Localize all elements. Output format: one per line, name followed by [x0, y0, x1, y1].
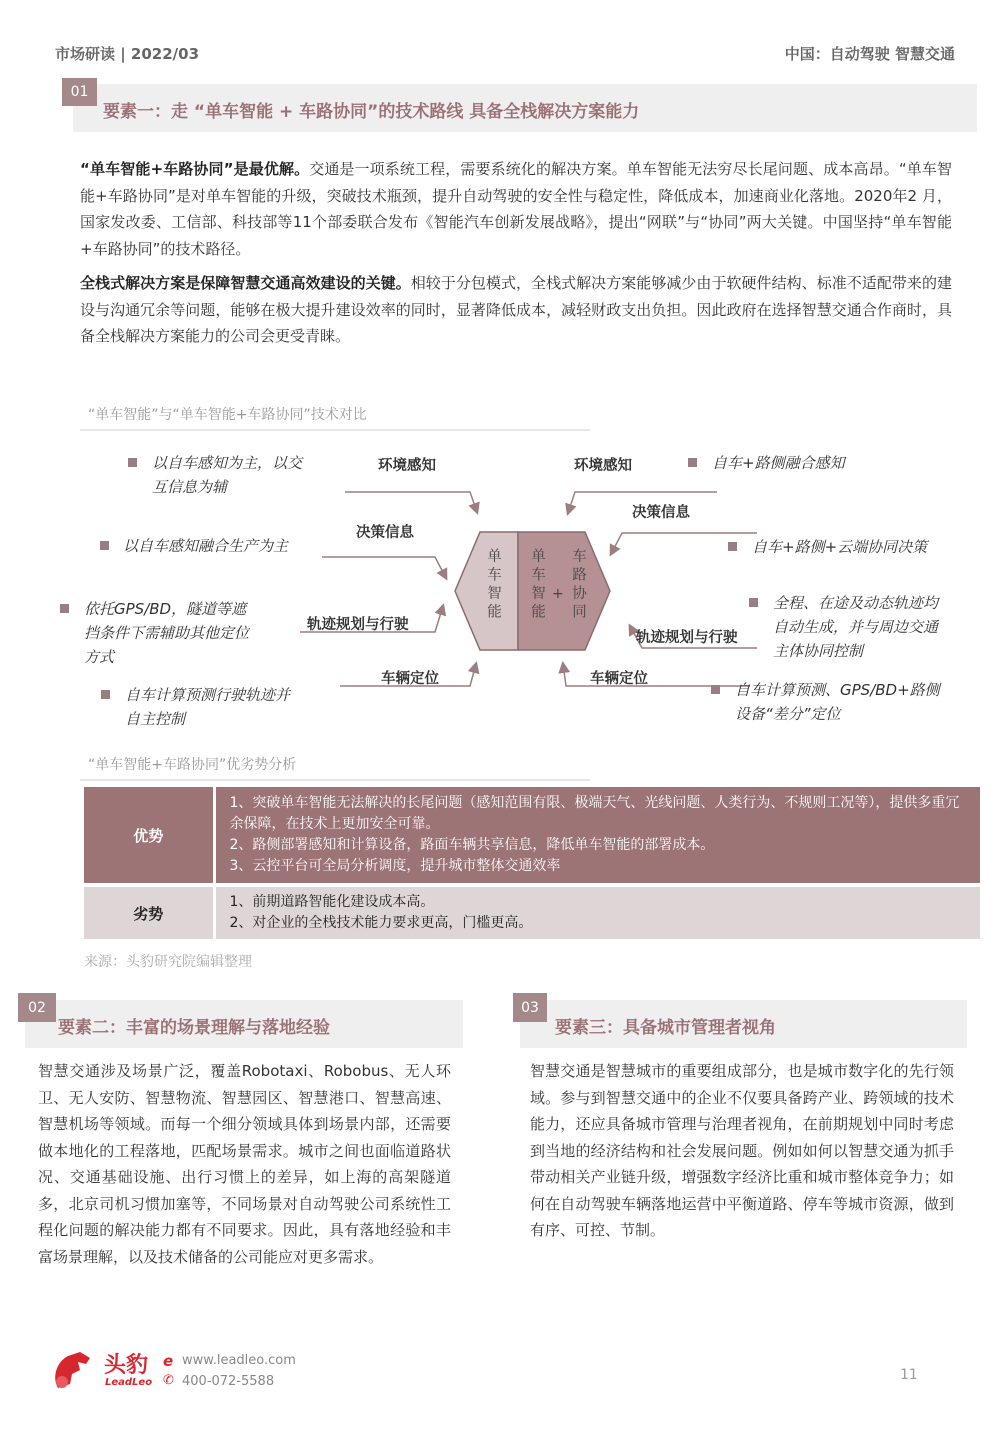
row-label: 劣势 [84, 887, 214, 939]
line: 2、对企业的全栈技术能力要求更高，门槛更高。 [229, 915, 533, 931]
row-label: 优势 [84, 787, 214, 883]
bullet-icon [128, 458, 137, 467]
line: 以自车感知为主，以交 [152, 454, 303, 472]
section2-badge: 02 [18, 993, 56, 1022]
right-item-2 [752, 535, 927, 559]
line: 自主控制 [125, 710, 186, 728]
left-label-decision: 决策信息 [356, 525, 414, 541]
line: 全程、在途及动态轨迹均 [773, 594, 939, 612]
right-label-trajectory: 轨迹规划与行驶 [636, 630, 738, 646]
line: 主体协同控制 [773, 642, 864, 660]
hex-label-single-vehicle: 单车智能 [485, 548, 501, 622]
web-icon: e [163, 1352, 174, 1370]
caption-divider [80, 779, 590, 781]
hex-label-vehicle-road: 车路协同 [570, 548, 586, 622]
row-content [214, 787, 980, 883]
left-item-2 [123, 534, 288, 558]
line: 2、路侧部署感知和计算设备，路面车辆共享信息，降低单车智能的部署成本。 [229, 837, 715, 853]
swot-block [84, 787, 980, 971]
table-row-advantages [84, 787, 980, 883]
line: 1、突破单车智能无法解决的长尾问题（感知范围有限、极端天气、光线问题、人类行为、不规则工况等），提供多重冗余保障，在技术上更加安全可靠。 [229, 795, 960, 832]
right-label-position: 车辆定位 [590, 671, 648, 687]
hex-plus: + [552, 586, 564, 602]
section1-badge: 01 [62, 78, 97, 106]
line: 自车+路侧+云端协同决策 [752, 538, 928, 556]
bullet-icon [688, 458, 697, 467]
section3-title: 要素三：具备城市管理者视角 [555, 1018, 776, 1038]
line: 以自车感知融合生产为主 [123, 537, 289, 555]
arrow-left-decision [322, 557, 446, 578]
line: 挡条件下需辅助其他定位 [84, 624, 250, 642]
phone-icon: ✆ [163, 1373, 174, 1388]
section1-title: 要素一：走 “单车智能 + 车路协同”的技术路线 具备全栈解决方案能力 [103, 102, 640, 122]
line: 方式 [84, 648, 115, 666]
line: 依托GPS/BD，隧道等遮 [84, 600, 247, 618]
line: 自车计算预测、GPS/BD+路侧 [735, 681, 940, 699]
line: 自车+路侧融合感知 [712, 454, 845, 472]
line: 自动生成，并与周边交通 [773, 618, 939, 636]
line: 自车计算预测行驶轨迹并 [125, 686, 291, 704]
swot-caption: “单车智能+车路协同”优劣势分析 [88, 757, 297, 773]
p2-text: 相较于分包模式，全栈式解决方案能够减少由于软硬件结构、标准不适配带来的建设与沟通冗余等问题，能够在极大提升建设效率的同时，显著降低成本，减轻财政支出负担。因此政府在选择智慧交通合作商时，具备全栈解决方案能力的公司会更受青睐。 [80, 274, 952, 345]
bullet-icon [101, 690, 110, 699]
p1-lead: “单车智能+车路协同”是最优解。 [80, 160, 310, 178]
right-item-1 [712, 451, 845, 475]
left-label-position: 车辆定位 [381, 671, 439, 687]
header-right: 中国：自动驾驶 智慧交通 [784, 45, 955, 63]
diagram-caption: “单车智能”与“单车智能+车路协同”技术对比 [88, 407, 367, 423]
line: 3、云控平台可全局分析调度，提升城市整体交通效率 [229, 858, 561, 874]
line: 设备“差分”定位 [735, 705, 841, 723]
table-row-disadvantages [84, 887, 980, 939]
section3-badge: 03 [513, 993, 547, 1022]
bullet-icon [60, 604, 69, 613]
header-left: 市场研读 | 2022/03 [55, 45, 200, 63]
left-item-4 [125, 683, 290, 731]
left-label-env: 环境感知 [378, 458, 436, 474]
leadleo-logo-icon [50, 1350, 94, 1390]
left-label-trajectory: 轨迹规划与行驶 [307, 617, 409, 633]
page-number: 11 [900, 1367, 918, 1383]
swot-table [84, 787, 980, 939]
section2-text: 智慧交通涉及场景广泛，覆盖Robotaxi、Robobus、无人环卫、无人安防、智慧物流、智慧园区、智慧港口、智慧高速、智慧机场等领域。而每一个细分领域具体到场景内部，还需要做本地化的工程落地，匹配场景需求。城市之间也面临道路状况、交通基础设施、出行习惯上的差异，如上海的高架隧道多，北京司机习惯加塞等，不同场景对自动驾驶公司系统性工程化问题的解决能力都有不同要求。因此，具有落地经验和丰富场景理解，以及技术储备的公司能应对更多需求。 [38, 1062, 451, 1266]
bullet-icon [749, 598, 758, 607]
left-item-1 [152, 451, 302, 499]
line: 1、前期道路智能化建设成本高。 [229, 894, 435, 910]
p1-text: 交通是一项系统工程，需要系统化的解决方案。单车智能无法穷尽长尾问题、成本高昂。“单车智能+车路协同”是对单车智能的升级，突破技术瓶颈，提升自动驾驶的安全性与稳定性，降低成本，加速商业化落地。2020年2 月，国家发改委、工信部、科技部等11个部委联合发布《智能汽车创新发展战略》，提出“网联”与“协同”两大关键。中国坚持“单车智能+车路协同”的技术路径。 [80, 160, 952, 258]
right-item-4 [735, 678, 940, 726]
bullet-icon [728, 542, 737, 551]
logo-cn: 头豹 [104, 1353, 149, 1378]
phone-number: 400-072-5588 [182, 1374, 275, 1389]
right-label-env: 环境感知 [574, 458, 632, 474]
bullet-icon [711, 685, 720, 694]
right-item-3 [773, 591, 938, 663]
left-item-3 [84, 597, 249, 669]
line: 互信息为辅 [152, 478, 228, 496]
hex-label-single-vehicle-2: 单车智能 [529, 548, 545, 622]
bullet-icon [100, 541, 109, 550]
logo-en: LeadLeo [105, 1377, 153, 1388]
right-label-decision: 决策信息 [632, 505, 690, 521]
section2-title: 要素二：丰富的场景理解与落地经验 [58, 1018, 330, 1038]
row-content [214, 887, 980, 939]
source-note: 来源：头豹研究院编辑整理 [84, 954, 252, 970]
arrow-left-env [345, 492, 477, 512]
section3-text: 智慧交通是智慧城市的重要组成部分，也是城市数字化的先行领域。参与到智慧交通中的企业不仅要具备跨产业、跨领域的技术能力，还应具备城市管理与治理者视角，在前期规划中同时考虑到当地的经济结构和社会发展问题。例如如何以智慧交通为抓手带动相关产业链升级，增强数字经济比重和城市整体竞争力；如何在自动驾驶车辆落地运营中平衡道路、停车等城市资源，做到有序、可控、节制。 [530, 1062, 954, 1239]
website-link[interactable]: www.leadleo.com [182, 1353, 296, 1368]
p2-lead: 全栈式解决方案是保障智慧交通高效建设的关键。 [80, 274, 411, 292]
